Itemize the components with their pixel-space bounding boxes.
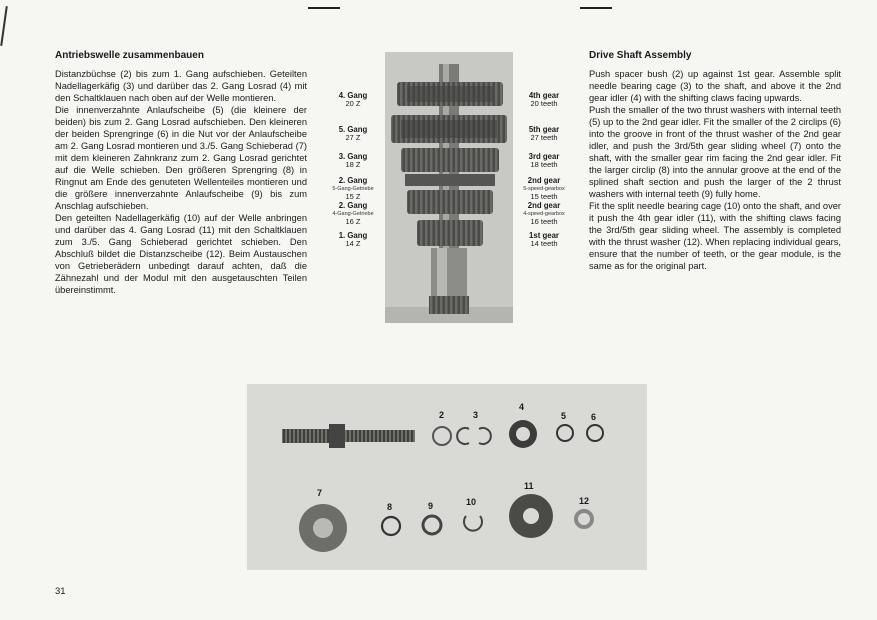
german-paragraph: Den geteilten Nadellagerkäfig (10) auf der Welle anbringen und darüber das 4. Gang Losrad (11) mit den Schaltklauen zum 3./5. Gang Schieberad gerichtet schieben. Den Abschluß bildet die Distanzscheibe (12). Beim Austauschen von Getrieberädern unbedingt darauf achten, daß die Zähnezahl und der Modul mit den ausgetauschten Teilen übereinstimmt.	[55, 213, 307, 295]
english-paragraph: Fit the split needle bearing cage (10) onto the shaft, and over it push the 4th gear idler (11), with the shifting claws facing the 3rd/5th gear sliding wheel. The assembly is completed with the thrust washer (12). When replacing individual gears, ensure that the number of teeth, or the gear module, is the same as for the original part.	[589, 201, 841, 271]
gear-label-right: 4th gear 20 teeth	[528, 91, 560, 108]
gear-label-left: 1. Gang 14 Z	[338, 231, 368, 248]
top-mark-left	[308, 7, 340, 9]
part-number-label: 2	[439, 410, 445, 420]
gear-label-left: 2. Gang 4-Gang-Getriebe 16 Z	[332, 201, 374, 226]
gear-label-right: 3rd gear 18 teeth	[528, 152, 560, 169]
english-paragraph: Push spacer bush (2) up against 1st gear. Assemble split needle bearing cage (3) to the shaft, and above it the 2nd gear idler (4) with the shifting claws facing upwards.	[589, 69, 841, 103]
gear-label-right: 5th gear 27 teeth	[528, 125, 560, 142]
part-number-label: 6	[591, 412, 597, 422]
left-edge-mark	[0, 6, 8, 46]
assembled-shaft-photo	[385, 52, 513, 323]
gear-label-right: 2nd gear 4-speed-gearbox 16 teeth	[523, 201, 565, 226]
gear-label-right: 2nd gear 5-speed-gearbox 15 teeth	[523, 176, 565, 201]
top-mark-right	[580, 7, 612, 9]
german-paragraph: Die innenverzahnte Anlaufscheibe (5) (die kleinere der beiden) bis zum 2. Gang Losrad aufschieben. Den kleineren der beiden Sprengringe (6) in die Nut vor der Anlaufscheibe am 2. Gang Losrad montieren und 3./5. Gang Schieberad (7) mit dem kleineren Zahnkranz zum 2. Gang Losrad gerichtet auf die Welle schieben. Den größeren Sprengring (8) in Ringnut am Ende des genuteten Wellenteiles montieren und die größere innenverzahnte Anlaufscheibe (9) bis zum Anschlag aufschieben.	[55, 105, 307, 211]
assembled-gear-stack-image	[385, 52, 513, 323]
english-paragraph: Push the smaller of the two thrust washers with internal teeth (5) up to the 2nd gear idler. Fit the smaller of the 2 circlips (6) into the groove in front of the thrust washer of the 2nd gear idler, and push the 3rd/5th gear sliding wheel (7) onto the shaft, with the smaller gear rim facing the 2nd gear idler. Fit the larger circlip (8) into the annular groove at the end of the splined shaft section and push the larger of the 2 thrust washers with internal teeth (9) fully home.	[589, 105, 841, 199]
gear-label-left: 3. Gang 18 Z	[338, 152, 368, 169]
part-number-label: 9	[428, 501, 434, 511]
part-number-label: 12	[579, 496, 590, 506]
part-number-label: 4	[519, 402, 525, 412]
exploded-parts-photo	[247, 384, 647, 570]
english-text-column	[589, 50, 841, 272]
gear-label-left: 5. Gang 27 Z	[338, 125, 368, 142]
english-title: Drive Shaft Assembly	[589, 50, 692, 61]
gear-label-left: 4. Gang 20 Z	[338, 91, 368, 108]
part-number-label: 5	[561, 411, 567, 421]
part-number-label: 10	[466, 497, 477, 507]
part-number-label: 7	[317, 488, 323, 498]
german-text-column	[55, 50, 307, 296]
german-title: Antriebswelle zusammenbauen	[55, 50, 204, 61]
german-paragraph: Distanzbüchse (2) bis zum 1. Gang aufschieben. Geteilten Nadellagerkäfig (3) und darüber das 2. Gang Losrad (4) mit den Schaltklauen nach oben auf der Welle montieren.	[55, 69, 307, 103]
part-number-label: 11	[524, 481, 534, 491]
gear-label-right: 1st gear 14 teeth	[529, 231, 559, 248]
gear-label-left: 2. Gang 5-Gang-Getriebe 15 Z	[332, 176, 374, 201]
part-number-label: 8	[387, 502, 393, 512]
part-number-label: 3	[473, 410, 479, 420]
page-number: 31	[55, 586, 66, 597]
exploded-parts-image	[247, 384, 647, 570]
